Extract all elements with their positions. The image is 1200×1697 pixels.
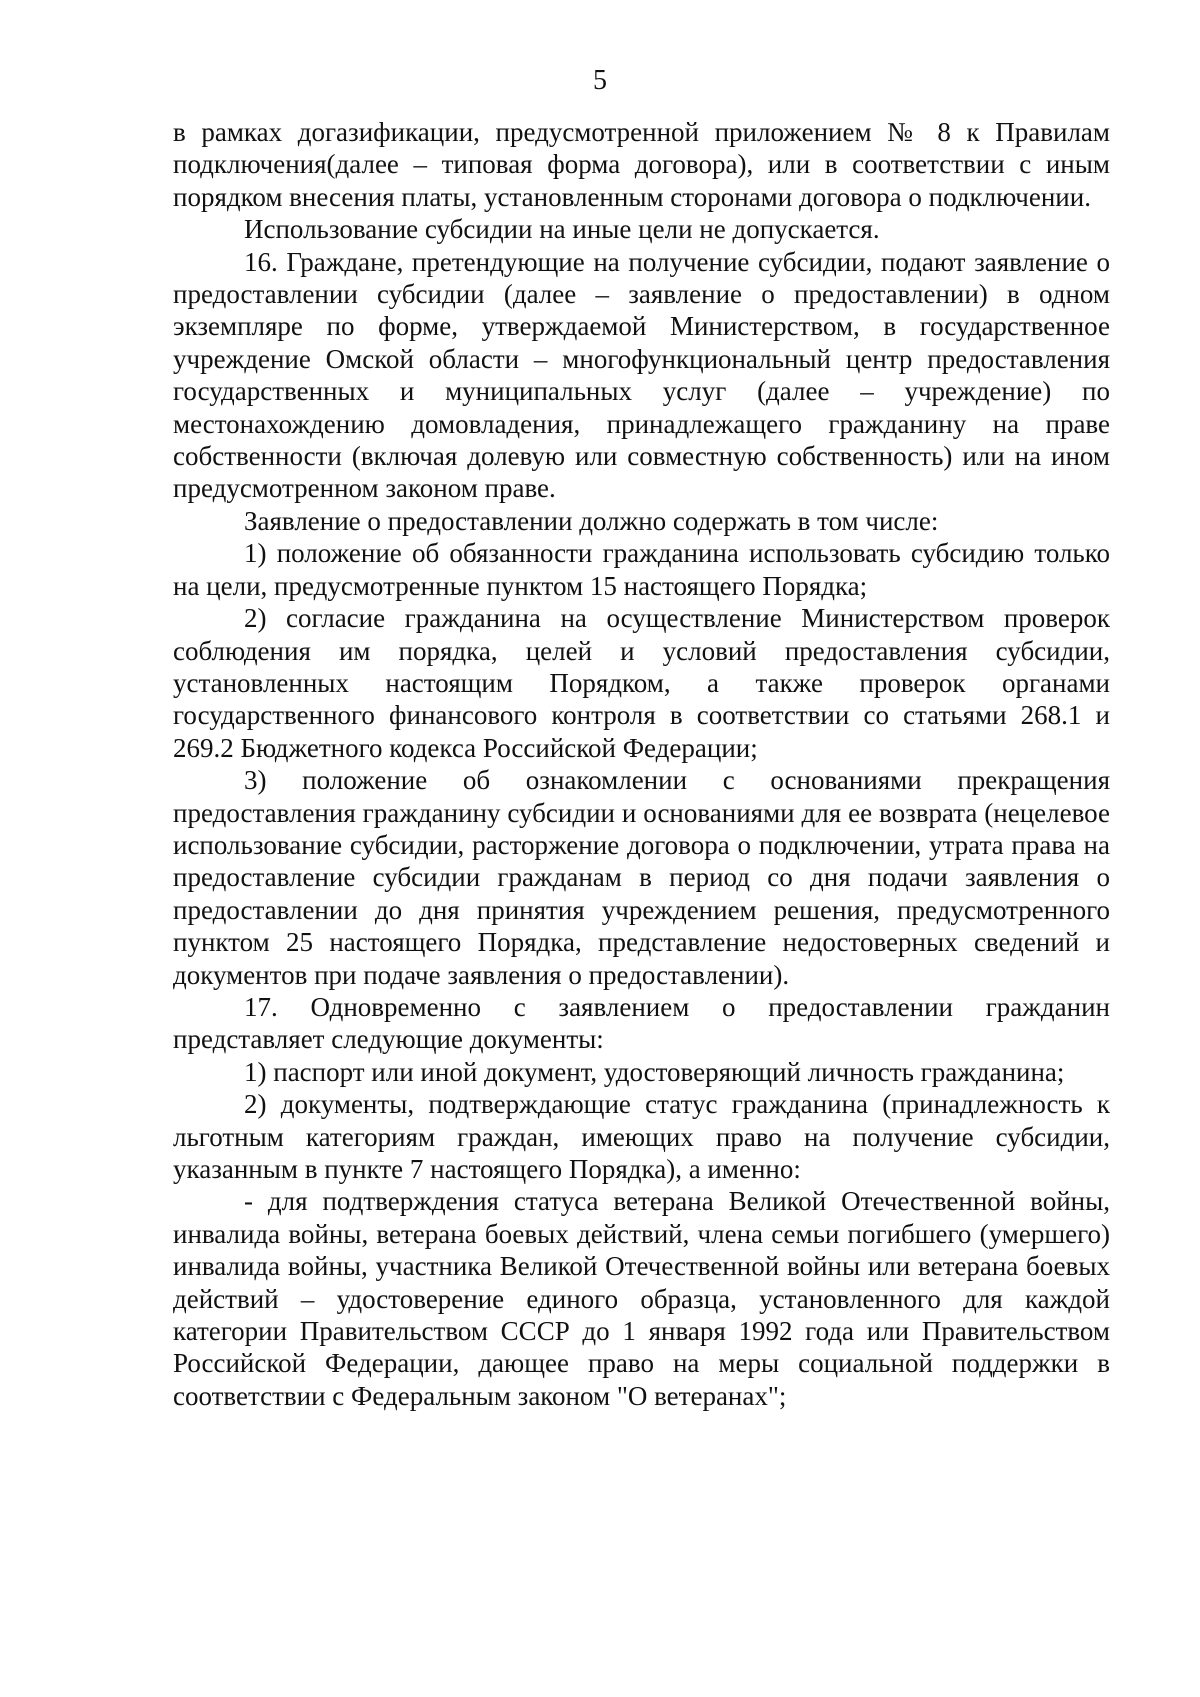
paragraph: 3) положение об ознакомлении с основаниями прекращения предоставления гражданину субсидии и основаниями для ее возврата (нецелевое использование субсидии, расторжение договора о подключении, утрата права на предоставление субсидии гражданам в период со дня подачи заявления о предоставлении до дня принятия учреждением решения, предусмотренного пунктом 25 настоящего Порядка, представление недостоверных сведений и документов при подаче заявления о предоставлении). [173, 765, 1110, 990]
paragraph: в рамках догазификации, предусмотренной приложением № 8 к Правилам подключения(далее – типовая форма договора), или в соответствии с иным порядком внесения платы, установленным сторонами договора о подключении. [173, 117, 1110, 212]
paragraph: - для подтверждения статуса ветерана Великой Отечественной войны, инвалида войны, ветерана боевых действий, члена семьи погибшего (умершего) инвалида войны, участника Великой Отечественной войны или ветерана боевых действий – удостоверение единого образца, установленного для каждой категории Правительством СССР до 1 января 1992 года или Правительством Российской Федерации, дающее право на меры социальной поддержки в соответствии с Федеральным законом "О ветеранах"; [173, 1186, 1110, 1411]
paragraph: Заявление о предоставлении должно содержать в том числе: [244, 505, 939, 536]
paragraph: 1) паспорт или иной документ, удостоверяющий личность гражданина; [244, 1056, 1065, 1087]
paragraph: Использование субсидии на иные цели не допускается. [244, 214, 880, 245]
paragraph: 16. Граждане, претендующие на получение субсидии, подают заявление о предоставлении субсидии (далее – заявление о предоставлении) в одном экземпляре по форме, утверждаемой Министерством, в государственное учреждение Омской области – многофункциональный центр предоставления государственных и муниципальных услуг (далее – учреждение) по местонахождению домовладения, принадлежащего гражданину на праве собственности (включая долевую или совместную собственность) или на ином предусмотренном законом праве. [173, 246, 1110, 504]
paragraph: 17. Одновременно с заявлением о предоставлении гражданин представляет следующие документы: [173, 991, 1110, 1055]
page-number: 5 [593, 65, 607, 96]
document-body [173, 116, 1110, 1412]
paragraph: 1) положение об обязанности гражданина использовать субсидию только на цели, предусмотренные пунктом 15 настоящего Порядка; [173, 538, 1110, 601]
paragraph: 2) документы, подтверждающие статус гражданина (принадлежность к льготным категориям граждан, имеющих право на получение субсидии, указанным в пункте 7 настоящего Порядка), а именно: [173, 1089, 1110, 1184]
paragraph: 2) согласие гражданина на осуществление Министерством проверок соблюдения им порядка, целей и условий предоставления субсидии, установленных настоящим Порядком, а также проверок органами государственного финансового контроля в соответствии со статьями 268.1 и 269.2 Бюджетного кодекса Российской Федерации; [173, 603, 1110, 763]
